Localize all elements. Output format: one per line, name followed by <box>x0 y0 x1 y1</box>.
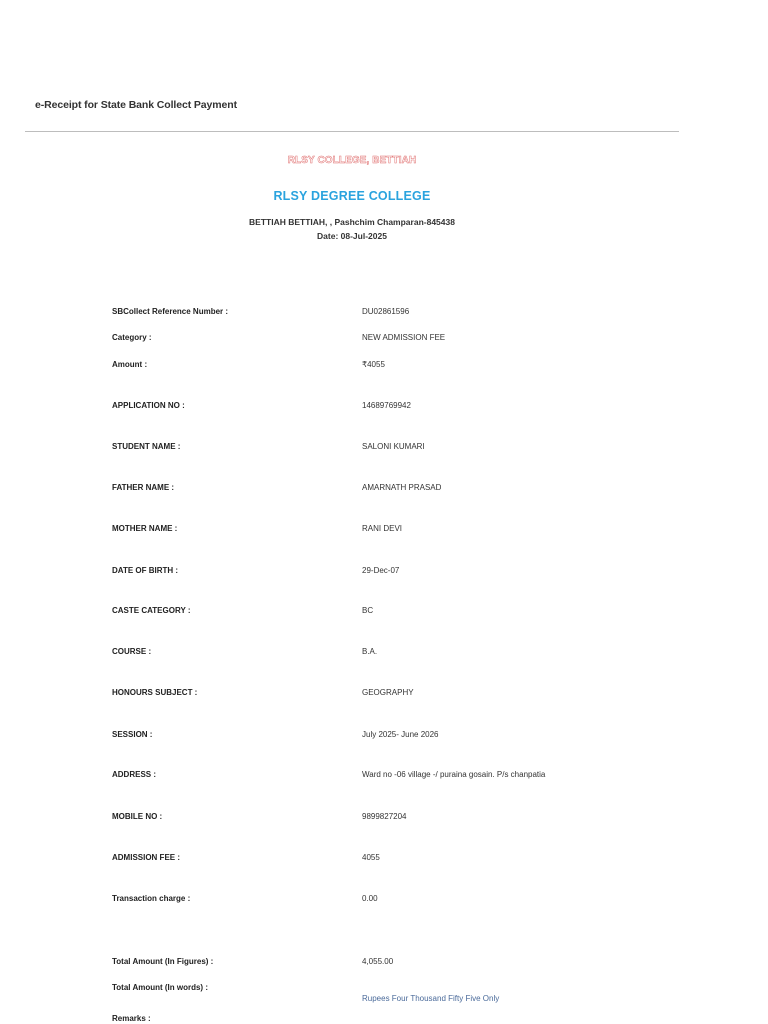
field-value-date-of-birth: 29-Dec-07 <box>362 566 400 575</box>
field-label-category: Category : <box>112 333 152 342</box>
field-value-category: NEW ADMISSION FEE <box>362 333 446 342</box>
field-value-reference: DU02861596 <box>362 307 410 316</box>
field-label-session: SESSION : <box>112 730 153 739</box>
field-value-application-no: 14689769942 <box>362 401 411 410</box>
field-value-address: Ward no -06 village -/ puraina gosain. P/s chanpatia <box>362 770 546 779</box>
receipt-title: e-Receipt for State Bank Collect Payment <box>35 99 237 111</box>
field-label-application-no: APPLICATION NO : <box>112 401 185 410</box>
field-value-amount: ₹4055 <box>362 360 385 369</box>
field-label-total-figures: Total Amount (In Figures) : <box>112 957 214 966</box>
field-value-transaction-charge: 0.00 <box>362 894 378 903</box>
field-label-address: ADDRESS : <box>112 770 157 779</box>
field-value-student-name: SALONI KUMARI <box>362 442 425 451</box>
field-value-mobile-no: 9899827204 <box>362 812 407 821</box>
field-label-amount: Amount : <box>112 360 148 369</box>
field-label-mobile-no: MOBILE NO : <box>112 812 163 821</box>
field-label-transaction-charge: Transaction charge : <box>112 894 191 903</box>
field-value-honours-subject: GEOGRAPHY <box>362 688 414 697</box>
field-value-mother-name: RANI DEVI <box>362 524 403 533</box>
header-divider <box>25 131 679 132</box>
field-label-date-of-birth: DATE OF BIRTH : <box>112 566 179 575</box>
receipt-date: Date: 08-Jul-2025 <box>317 231 387 241</box>
field-value-admission-fee: 4055 <box>362 853 380 862</box>
field-value-father-name: AMARNATH PRASAD <box>362 483 442 492</box>
college-name: RLSY DEGREE COLLEGE <box>273 189 431 203</box>
field-value-caste-category: BC <box>362 606 374 615</box>
field-label-total-words: Total Amount (In words) : <box>112 983 208 992</box>
field-label-remarks: Remarks : <box>112 1014 151 1023</box>
field-label-reference: SBCollect Reference Number : <box>112 307 229 316</box>
field-value-total-figures: 4,055.00 <box>362 957 394 966</box>
field-label-mother-name: MOTHER NAME : <box>112 524 178 533</box>
field-value-course: B.A. <box>362 647 378 656</box>
college-short-name: RLSY COLLEGE, BETTIAH <box>287 155 417 166</box>
field-value-total-words: Rupees Four Thousand Fifty Five Only <box>362 994 500 1003</box>
field-label-admission-fee: ADMISSION FEE : <box>112 853 181 862</box>
field-label-course: COURSE : <box>112 647 152 656</box>
field-label-father-name: FATHER NAME : <box>112 483 175 492</box>
college-address: BETTIAH BETTIAH, , Pashchim Champaran-845438 <box>249 217 455 227</box>
field-value-session: July 2025- June 2026 <box>362 730 439 739</box>
field-label-honours-subject: HONOURS SUBJECT : <box>112 688 198 697</box>
field-label-caste-category: CASTE CATEGORY : <box>112 606 191 615</box>
field-label-student-name: STUDENT NAME : <box>112 442 181 451</box>
